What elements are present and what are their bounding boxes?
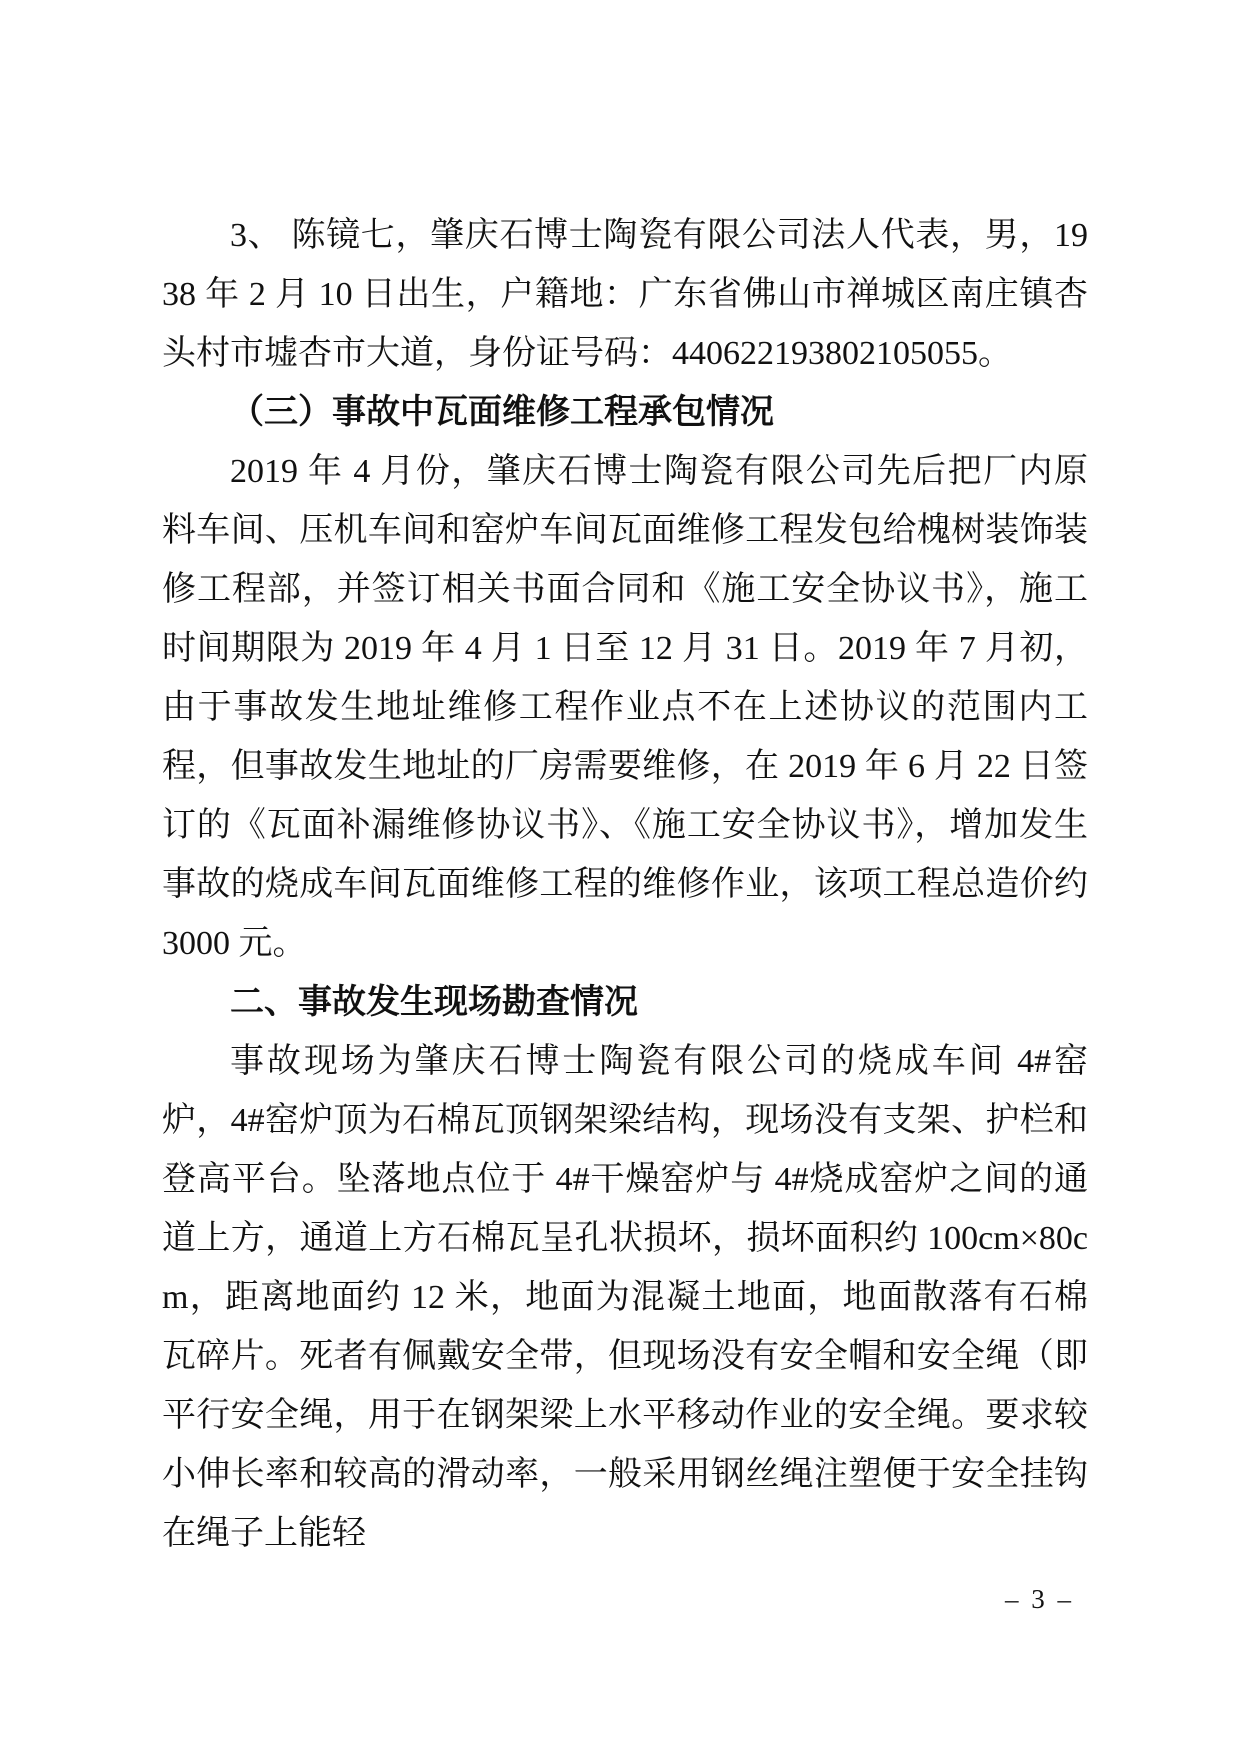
section-heading-site-survey: 二、事故发生现场勘查情况 — [230, 983, 638, 1021]
body-paragraph-person-3: 3、 陈镜七，肇庆石博士陶瓷有限公司法人代表，男，1938 年 2 月 10 日出生，户籍地：广东省佛山市禅城区南庄镇杏头村市墟杏市大道，身份证号码：440622193802105055。 — [162, 217, 1088, 372]
subsection-heading-contracting: （三）事故中瓦面维修工程承包情况 — [230, 394, 774, 431]
body-paragraph-contracting-details: 2019 年 4 月份，肇庆石博士陶瓷有限公司先后把厂内原料车间、压机车间和窑炉车间瓦面维修工程发包给槐树装饰装修工程部，并签订相关书面合同和《施工安全协议书》，施工时间期限为 2019 年 4 月 1 日至 12 月 31 日。2019 年 7 月初，由于事故发生地址维修工程作业点不在上述协议的范围内工程，但事故发生地址的厂房需要维修，在 2019 年 6 月 22 日签订的《瓦面补漏维修协议书》、《施工安全协议书》，增加发生事故的烧成车间瓦面维修工程的维修作业，该项工程总造价约 3000 元。 — [162, 453, 1088, 962]
page-number: – 3 – — [1005, 1584, 1074, 1614]
body-paragraph-site-survey-details: 事故现场为肇庆石博士陶瓷有限公司的烧成车间 4#窑炉，4#窑炉顶为石棉瓦顶钢架梁结构，现场没有支架、护栏和登高平台。坠落地点位于 4#干燥窑炉与 4#烧成窑炉之间的通道上方，通道上方石棉瓦呈孔状损坏，损坏面积约 100cm×80cm，距离地面约 12 米，地面为混凝土地面，地面散落有石棉瓦碎片。死者有佩戴安全带，但现场没有安全帽和安全绳（即平行安全绳，用于在钢架梁上水平移动作业的安全绳。要求较小伸长率和较高的滑动率，一般采用钢丝绳注塑便于安全挂钩在绳子上能轻 — [162, 1043, 1088, 1552]
